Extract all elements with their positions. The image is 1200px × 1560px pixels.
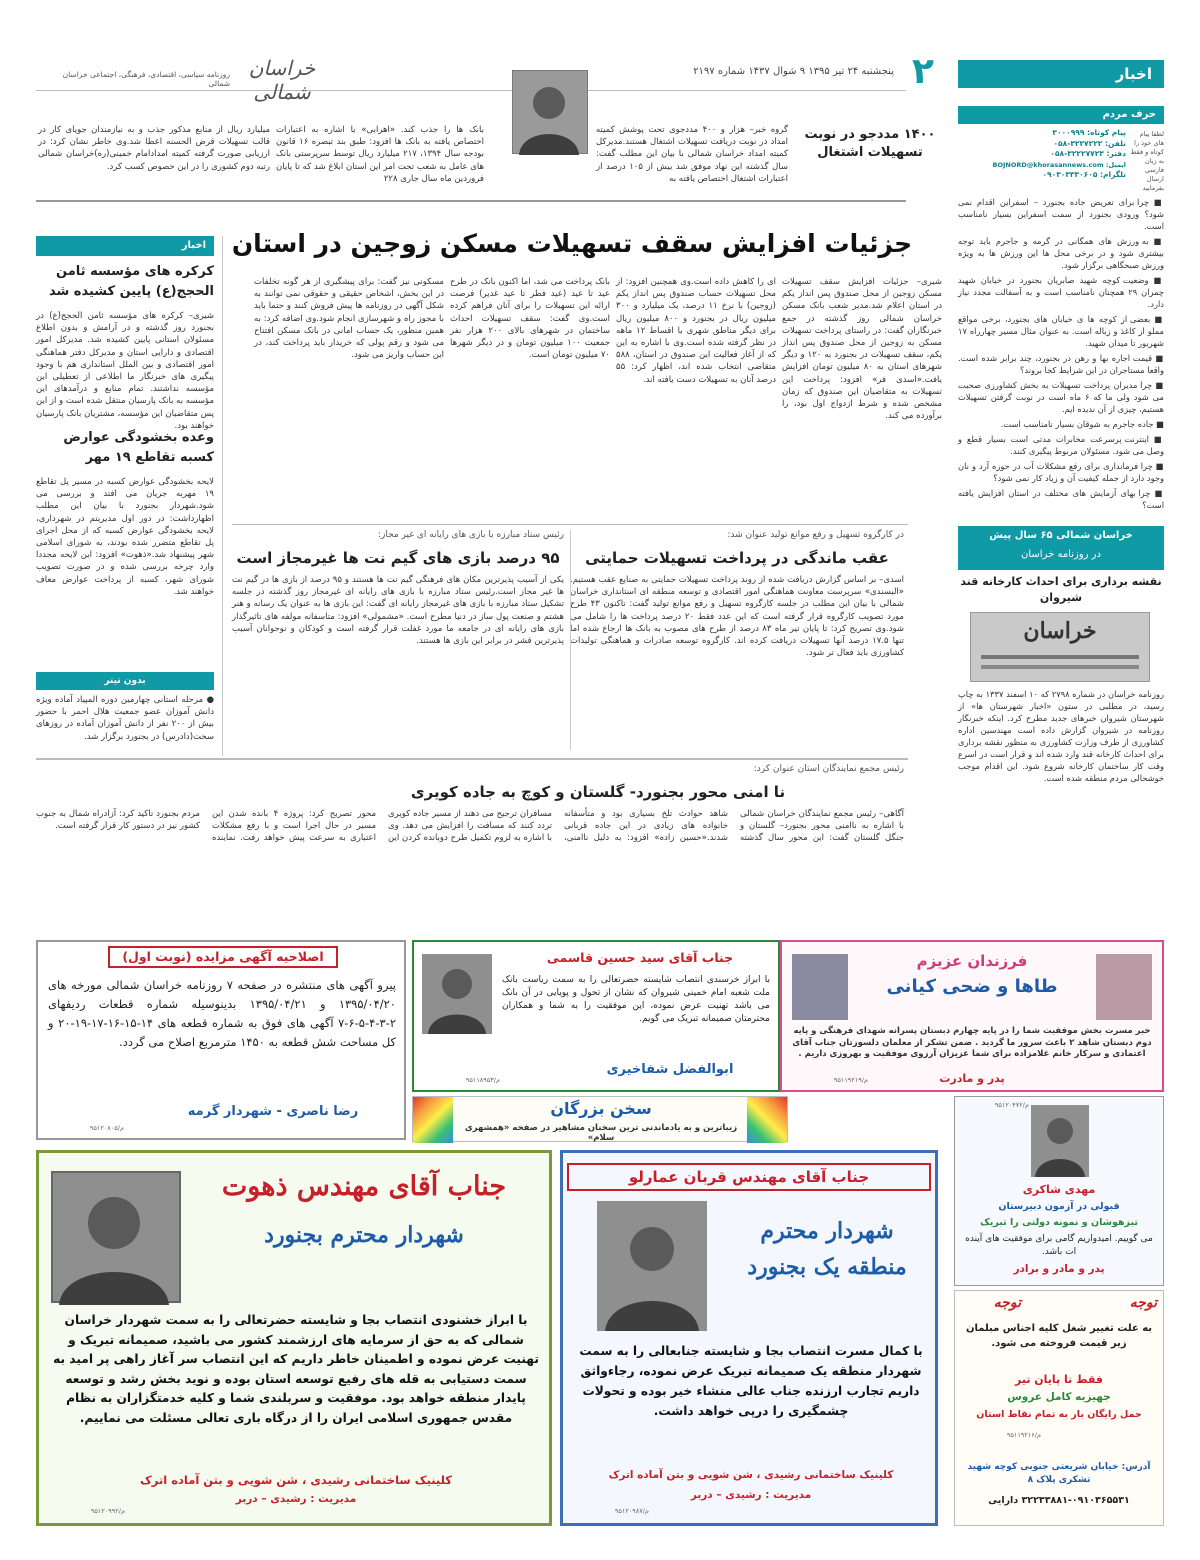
zahoot-body: با ابراز خشنودی انتصاب بجا و شایسته حضرتعالی را به سمت شهردار خراسان شمالی که به حق از سرمایه های ارزشمند کشور می باشید، صمیمانه تبریک و تهنیت عرض نموده و اطمینان خاطر داریم که این انتصاب سر آغاز راهی پر امید به سمت دستیابی به قله های رفیع توسعه استان بوده و نوید بخش رشد و توسعه پایدار منطقه خواهد بود. موفقیت و سربلندی شما و کلیه خدمتگزاران به نظام مقدس جمهوری اسلامی ایران را از درگاه باری تعالی مسئلت می نماییم. bbox=[53, 1313, 539, 1425]
official-photo bbox=[512, 70, 588, 154]
list-item: ■ چرا برای تعریض جاده بجنورد – اسفراین اقدام نمی شود؟ ورودی بجنورد از سمت اسفراین بسیار نامناسب است. bbox=[958, 197, 1165, 231]
list-item: ■ جاده جاجرم به شوقان بسیار نامناسب است. bbox=[1000, 419, 1164, 429]
clipping-title: خراسان bbox=[1023, 618, 1097, 644]
harf-mardom-list bbox=[958, 196, 1164, 518]
asadi-body: اسدی– بر اساس گزارش دریافت شده از روند پرداخت تسهیلات حمایتی به صنایع عقب هستیم. «البسندی» سرپرست معاونت هماهنگی امور اقتصادی و توسعه منطقه ای استانداری خراسان شمالی با بیان این مطلب در جلسه کارگروه تسهیل و رفع موانع تولید گفت: تاکنون ۴۳ طرح مورد تصویب کارگروه قرار گرفته است که این عدد فقط ۲۰ درصد پرداخت ها را شامل می شود.وی تصریح کرد: تا پایان تیر ماه ۸۳ درصد از طرح های مصوب به بانک ها ارجاع شده اما تنها ۱۷.۵ درصد آنها تسهیلات دریافت کرده اند. کارگروه توسعه صادرات و هماهنگی تولیدات کشاورزی باید فعال تر شود. bbox=[570, 575, 905, 659]
child-photo-boy bbox=[792, 954, 848, 1020]
shakeri-body: می گوییم. امیدواریم گامی برای موفقیت های آینده ات باشد. bbox=[965, 1234, 1153, 1257]
amarloo-manager: مدیریت : رشیدی – دربر bbox=[690, 1489, 812, 1501]
shakeri-line2: تیزهوشان و نمونه دولتی را تبریک bbox=[980, 1217, 1138, 1228]
rainbow-decoration bbox=[413, 1097, 453, 1143]
ad-code: م/۹۵۱۲۰۹۸۷ bbox=[614, 1507, 649, 1515]
top-strip-col3: میلیارد ریال از منابع مذکور جذب و به نیازمندان جویای کار در قالب تسهیلات قرض الحسنه اعطا شد.وی خاطر نشان کرد: در ارزیابی صورت گرفته کمیته امدادامام خمینی(ره)خراسان شمالی رتبه دوم کشوری را در این خصوص کسب کرد. bbox=[38, 125, 270, 172]
games-headline: ۹۵ درصد بازی های گیم نت ها غیرمجاز است bbox=[236, 549, 560, 567]
harf-mardom-note: لطفا پیام های خود را کوتاه و فقط به زبان فارسی ارسال بفرمایید bbox=[1130, 130, 1164, 192]
section-tab bbox=[958, 60, 1164, 88]
amarloo-body: با کمال مسرت انتصاب بجا و شایسته جنابعالی را به سمت شهردار منطقه یک صمیمانه تبریک عرض نموده، رجاءواثق داریم تجارب ارزنده جناب عالی منشاء خیر بوده و تحولات چشمگیری را درپی خواهد داشت. bbox=[579, 1344, 923, 1418]
ghasemi-title: جناب آقای سید حسین قاسمی bbox=[546, 950, 734, 965]
asadi-kicker: در کارگروه تسهیل و رفع موانع تولید عنوان شد: bbox=[727, 530, 904, 540]
auction-body: پیرو آگهی های منتشره در صفحه ۷ روزنامه خراسان شمالی مورخه های ۱۳۹۵/۰۴/۲۰ و ۱۳۹۵/۰۴/۲۱ بدینوسیله شماره قطعات ردیفهای ۲-۳-۴-۵-۶-۷ آگهی های فوق به شماره قطعه های ۱۴-۱۵-۱۶-۱۷-۱۹-۲۰ و کل مساحت شش قطعه به ۱۴۵۰ مترمربع اصلاح می گردد. bbox=[48, 978, 396, 1049]
section-title: اخبار bbox=[1115, 65, 1152, 83]
shakeri-photo bbox=[1031, 1105, 1089, 1177]
teeter-body: ● مرحله استانی چهارمین دوره المپیاد آماده ویژه دانش آموزان عضو جمعیت هلال احمر با حضور بیش از ۲۰۰ نفر از دانش آموزان آماده در روزهای سخت(دادرس) در بجنورد برگزار شد. bbox=[36, 695, 214, 742]
children-signer: پدر و مادرت bbox=[939, 1072, 1005, 1085]
contact-line: دفتر: ۳۲۲۲۷۷۲۳-۰۵۸ bbox=[1050, 149, 1126, 158]
ad-code: م/۹۵۱۲۰۹۹۲ bbox=[90, 1507, 125, 1515]
contact-line: تلگرام: ۰۹۰۳۰۳۳۳۰۶۰۵ bbox=[1042, 170, 1126, 179]
top-strip-title: ۱۴۰۰ مددجو در نوبت تسهیلات اشتغال bbox=[804, 127, 936, 160]
list-item: ■ قیمت اجاره بها و رهن در بجنورد، چند برابر شده است. واقعا مستاجران در این شرایط کجا بروند؟ bbox=[958, 353, 1164, 375]
paper-subtitle: روزنامه سیاسی، اقتصادی، فرهنگی، اجتماعی خراسان شمالی bbox=[62, 70, 230, 88]
pishin-subtitle: در روزنامه خراسان bbox=[1021, 549, 1101, 560]
list-item: ■ اینترنت پرسرعت مخابرات مدتی است بسیار قطع و وصل می شود. مسئولان مربوط پیگیری کنند. bbox=[958, 434, 1164, 456]
newspaper-clipping bbox=[970, 612, 1150, 682]
harf-mardom-title: حرف مردم bbox=[1102, 109, 1156, 120]
ad-amarloo bbox=[560, 1150, 938, 1526]
ad-code: م/۹۵۱۲۰۸۰۵ bbox=[89, 1124, 124, 1132]
amarloo-photo bbox=[597, 1201, 707, 1331]
asadi-headline: عقب ماندگی در پرداخت تسهیلات حمایتی bbox=[585, 549, 889, 567]
masthead-rule bbox=[36, 90, 906, 91]
child-photo-girl bbox=[1096, 954, 1152, 1020]
strip-rule bbox=[36, 200, 906, 202]
teeter-title: بدون تیتر bbox=[104, 676, 146, 686]
lead-headline: جزئیات افزایش سقف تسهیلات مسکن زوجین در استان bbox=[231, 229, 913, 258]
tavajoh-offer3: حمل رایگان بار به تمام نقاط استان bbox=[976, 1409, 1142, 1420]
road-body: آگاهی– رئیس مجمع نمایندگان خراسان شمالی با اشاره به ناامنی محور بجنورد– گلستان و جنگل گلستان گفت: این محور سال گذشته شاهد حوادث تلخ بسیاری بود و متأسفانه خانواده های زیادی در این جاده قربانی شدند.«حسین زاده» افزود: به دلیل ناامنی، مسافران ترجیح می دهند از مسیر جاده کویری تردد کنند که مسافت را افزایش می دهد. وی با اشاره به لزوم تکمیل طرح دوبانده کردن این محور تصریح کرد: پروژه ۴ بانده شدن این مسیر در حال اجرا است و با رفع مشکلات اعتباری به سرعت پیش خواهد رفت. نماینده مردم بجنورد تاکید کرد: آزادراه شمال به جنوب کشور نیز در دستور کار قرار گرفته است. bbox=[36, 809, 904, 844]
sokhan-title: سخن بزرگان bbox=[550, 1099, 652, 1118]
column-rule bbox=[222, 236, 223, 756]
akhbar-story2-title: وعده بخشودگی عوارض کسبه تقاطع ۱۹ مهر bbox=[63, 430, 214, 465]
top-strip-col2: بانک ها را جذب کند. «اهرابی» با اشاره به اعتبارات اختصاص یافته به بانک ها افزود: طبق بند تبصره ۱۶ قانون بودجه سال ۱۳۹۴، ۲۱۷ میلیارد ریال توسط سرپرستی بانک های عامل به شعب تحت امر این استان ابلاغ شد که تا پایان فروردین ماه سال جاری ۲۲۸ bbox=[276, 125, 484, 184]
contact-line: تلفن: ۳۲۲۷۲۲۲-۰۵۸ bbox=[1053, 138, 1126, 148]
list-item: ■ به ورزش های همگانی در گرمه و جاجرم باید توجه بیشتری شود و در برخی محل ها این ورزش ها به ویژه ورزش صبحگاهی برگزار شود. bbox=[958, 236, 1164, 270]
shakeri-line1: قبولی در آزمون دبیرستان bbox=[998, 1201, 1120, 1212]
list-item: ■ چرا بهای آزمایش های مختلف در استان افزایش یافته است؟ bbox=[958, 488, 1164, 510]
person-icon bbox=[49, 1173, 179, 1305]
akhbar-title: اخبار bbox=[181, 240, 206, 251]
akhbar-story1-title: کرکره های مؤسسه ثامن الحجج(ع) پایین کشیده شد bbox=[48, 264, 214, 299]
lead-col-4: مسکونی نیز گفت: برای پیشگیری از هر گونه تخلفات در این بخش، اشخاص حقیقی و حقوقی نمی توانند به شکل آگهی در روزنامه ها پیش فروش کنند و حتما باید با مجوز راه و شهرسازی انجام شود.وی اضافه کرد: به همین منظور، یک حساب امانی در بانک مسکن افتتاح می شود و رقم پولی که خریدار باید پرداخت کند، در این حساب واریز می شود. bbox=[254, 277, 444, 361]
shakeri-name: مهدی شاکری bbox=[1022, 1183, 1096, 1196]
paper-logo: خراسان شمالی bbox=[248, 56, 316, 104]
ghasemi-signer: ابوالفضل شفاخیری bbox=[606, 1062, 734, 1077]
tavajoh-offer1: فقط تا پایان تیر bbox=[1014, 1373, 1104, 1386]
games-body: یکی از آسیب پذیرترین مکان های فرهنگی گیم نت ها هستند و ۹۵ درصد از بازی ها در گیم نت ها غیر مجاز است.رئیس ستاد مبارزه با بازی های رایانه ای غیرمجاز روز گذشته در جلسه تشکیل ستاد مبارزه با بازی های غیرمجاز رایانه ای گفت: این بازی ها به عنوان یک رسانه و هنر هشتم و صنعت پول ساز در دنیا مطرح است. «مشمولی» افزود: متاسفانه مولفه های تاثیرگذار بازی های رایانه ای در جامعه ما مورد غفلت قرار گرفته است و کودکان و نوجوانان آسیب پذیرترین قشر در برابر این بازی ها هستند. bbox=[232, 575, 564, 647]
ad-code: م/۹۵۱۱۹۲۱۹ bbox=[833, 1076, 868, 1084]
road-rule bbox=[36, 758, 908, 760]
ad-ghasemi bbox=[412, 940, 780, 1092]
clipping-lines bbox=[981, 655, 1139, 659]
games-kicker: رئیس ستاد مبارزه با بازی های رایانه ای غیر مجاز: bbox=[377, 530, 564, 540]
ad-sokhan bbox=[412, 1096, 788, 1142]
ad-shakeri bbox=[954, 1096, 1164, 1286]
ghasemi-photo bbox=[422, 954, 492, 1034]
list-item: ■ چرا فرمانداری برای رفع مشکلات آب در حوزه آرد و نان وجود دارد از جمله کیفیت آن و زیاد کار نمی شود؟ bbox=[958, 461, 1164, 483]
person-icon bbox=[1031, 1105, 1089, 1177]
person-icon bbox=[597, 1201, 707, 1331]
harf-mardom-header bbox=[958, 106, 1164, 124]
lead-col-1: شیری– جزئیات افزایش سقف تسهیلات مسکن زوجین از محل صندوق پس انداز یکم در استان اعلام شد.مدیر شعب بانک مسکن خراسان شمالی روز گذشته در جمع خبرنگاران گفت: در راستای پرداخت تسهیلات مسکن به زوجین از محل صندوق پس انداز یکم، سقف تسهیلات در بجنورد به ۱۲۰ و دیگر شهرهای استان به ۸۰ میلیون تومان افزایش یافت.«اسدی فر» افزود: پرداخت این تسهیلات به متقاضیان این صندوق که زمان مشخص شده و شرط ازدواج اول بود، را برآورده می کند. bbox=[782, 277, 942, 422]
tavajoh-body: به علت تغییر شغل کلیه اجناس مبلمان زیر قیمت فروخته می شود. bbox=[965, 1323, 1153, 1349]
page-number: ۲ bbox=[912, 51, 934, 92]
sokhan-body: زیباترین و به یادماندنی ترین سخنان مشاهیر در صفحه «همشهری سلام» bbox=[464, 1123, 738, 1143]
list-item: ■ وضعیت کوچه شهید صابریان بجنورد در خیابان شهید چمران ۲۹ همچنان نامناسب است و به آسفالت مجدد نیاز دارد. bbox=[958, 275, 1165, 309]
zahoot-title: جناب آقای مهندس ذهوت bbox=[221, 1171, 507, 1202]
akhbar-story2-body: لایحه بخشودگی عوارض کسبه در مسیر پل تقاطع ۱۹ مهربه جریان می افتد و بررسی می شود.شهردار بجنورد با بیان این مطلب اظهارداشت: در دور اول مدیریتم در شهرداری، لایحه بخشودگی عوارض کسبه که از محل اجرای پل تقاطع متضرر شده بودند، به شورای اسلامی شهر پیشنهاد شد.«ذهوت» افزود: این لایحه مجددا وارد چرخه بررسی شده و در صورت تصویب شورای شهر، کسبه از پرداخت عوارض معاف خواهند شد. bbox=[36, 477, 214, 597]
children-names: طاها و ضحی کیانی bbox=[886, 976, 1058, 997]
ad-tavajoh bbox=[954, 1290, 1164, 1526]
top-strip-col1: گروه خبر– هزار و ۴۰۰ مددجوی تحت پوشش کمیته امداد در نوبت دریافت تسهیلات اشتغال هستند.مدیرکل کمیته امداد خراسان شمالی با بیان این مطلب گفت: سال گذشته این نهاد موفق شد بیش از ۱۰۵ درصد از اعتبارات اشتغال اختصاص یافته به bbox=[596, 125, 788, 184]
auction-title: اصلاحیه آگهی مزایده (نوبت اول) bbox=[108, 946, 338, 968]
zahoot-subtitle: شهردار محترم بجنورد bbox=[264, 1222, 464, 1248]
ad-auction bbox=[36, 940, 406, 1140]
road-headline: نا امنی محور بجنورد- گلستان و کوچ به جاده کویری bbox=[410, 783, 786, 801]
harf-mardom-contact bbox=[958, 128, 1126, 194]
ad-code: م/۹۵۱۱۹۲۱۶ bbox=[1006, 1431, 1041, 1439]
tavajoh-offer2: جهیزیه کامل عروس bbox=[1007, 1391, 1111, 1403]
amarloo-title: جناب آقای مهندس قربان عمارلو bbox=[567, 1163, 931, 1191]
rainbow-decoration bbox=[747, 1097, 787, 1143]
ad-children bbox=[780, 940, 1164, 1092]
person-icon bbox=[511, 71, 587, 155]
tavajoh-address: آدرس: خیابان شریعتی جنوبی کوچه شهید تشکری پلاک ۸ bbox=[967, 1462, 1151, 1485]
pishin-title: خراسان شمالی ۶۵ سال پیش bbox=[989, 530, 1133, 541]
pishin-header bbox=[958, 526, 1164, 570]
children-title: فرزندان عزیزم bbox=[916, 952, 1028, 970]
contact-line: پیام کوتاه: ۳۰۰۰۹۹۹ bbox=[1052, 128, 1126, 137]
auction-signer: رضا ناصری - شهردار گرمه bbox=[187, 1104, 359, 1119]
pishin-headline: نقشه برداری برای احداث کارخانه قند شیروان bbox=[960, 575, 1162, 604]
ghasemi-body: با ابراز خرسندی انتصاب شایسته حضرتعالی را به سمت ریاست بانک ملت شعبه امام خمینی شیروان که نشان از تحول و پویایی در آن بانک می باشد تهنیت عرض نموده، این موفقیت را به شما و همکاران محترمتان صمیمانه تبریک می گویم. bbox=[502, 975, 770, 1024]
amarloo-subtitle: شهردار محترم منطقه یک بجنورد bbox=[747, 1218, 907, 1280]
teeter-header bbox=[36, 672, 214, 690]
ad-code: م/۹۵۱۲۰۴۷۲ bbox=[994, 1101, 1029, 1109]
lead-col-3: بانک پرداخت می شد، اما اکنون بانک در طرح عید تا عید (عید فطر تا عید غدیر) فرصت ارائه این تسهیلات را برای آنان فراهم کرده است.وی گفت: سقف تسهیلات احداث ساختمان در شهرهای بالای ۲۰۰ هزار نفر جمعیت ۱۰۰ میلیون تومان و در دیگر شهرها ۷۰ میلیون تومان است. bbox=[450, 277, 610, 361]
children-body: خبر مسرت بخش موفقیت شما را در پایه چهارم دبستان پسرانه شهدای فرهنگی و پایه دوم دبستان شاهد ۲ باعث سرور ما گردید . ضمن تشکر از معلمان دلسوزتان جناب آقای اعتمادی و سرکار خانم غلامزاده برای شما عزیزان آرزوی موفقیت و بهروزی داریم . bbox=[792, 1026, 1152, 1059]
zahoot-signer: کلینیک ساختمانی رشیدی ، شن شویی و بتن آماده اترک bbox=[140, 1473, 452, 1487]
column-rule bbox=[570, 530, 571, 750]
ad-code: م/۹۵۱۱۸۹۵۳ bbox=[465, 1076, 500, 1084]
zahoot-photo bbox=[51, 1171, 181, 1303]
tavajoh-title-2: توجه bbox=[993, 1295, 1021, 1311]
list-item: ■ چرا مدیران پرداخت تسهیلات به بخش کشاورزی صحبت می شود ولی ما که ۶ ماه است در نوبت گرفتن تسهیلات هستیم، چیزی از آن ندیده ایم. bbox=[958, 380, 1165, 414]
mid-rule bbox=[232, 524, 908, 525]
ad-zahoot bbox=[36, 1150, 552, 1526]
zahoot-manager: مدیریت : رشیدی – دربر bbox=[235, 1493, 357, 1505]
tavajoh-phone: ۳۲۲۳۳۸۸۱-۰۹۱۰۳۶۵۵۳۱ دارایی bbox=[988, 1495, 1130, 1506]
pishin-body: روزنامه خراسان در شماره ۲۷۹۸ که ۱۰ اسفند ۱۳۳۷ به چاپ رسید، در مطلبی در ستون «اخبار شهرستان ها» از شهرستان شیروان خبرهای جدید مطرح کرد. اینکه خبرنگار روزنامه در شیروان گزارش داده است مهندسین اداره کشاورزی از طرف وزارت کشاورزی به منظور نقشه برداری برای احداث کارخانه قند وارد شده اند و قرار است در اسرع وقت کار ساختمان کارخانه شروع شود. این اقدام موجب خوشحالی مردم منطقه شده است. bbox=[958, 689, 1164, 783]
contact-line: ایمیل: BOJNORD@khorasannews.com bbox=[992, 160, 1126, 169]
lead-col-2: ای را کاهش داده است.وی همچنین افزود: از محل تسهیلات حساب صندوق پس انداز یکم (زوجین) با نرخ ۱۱ درصد، یک میلیارد و ۳۰۰ میلیون ریال در بجنورد و ۸۰۰ میلیون ریال برای دیگر مناطق شهری با اقساط ۱۲ ماهه در نظر گرفته شده است.وی با اشاره به این که از آغاز فعالیت این صندوق در استان، ۵۸۸ متقاضی انتخاب شده اند، اظهار کرد: ۵۵ درصد آنان به تسهیلات دست یافته اند. bbox=[616, 277, 776, 385]
amarloo-signer: کلینیک ساختمانی رشیدی ، شن شویی و بتن آماده اترک bbox=[608, 1469, 894, 1481]
road-kicker: رئیس مجمع نمایندگان استان عنوان کرد: bbox=[753, 764, 904, 774]
akhbar-story1-body: شیری– کرکره های مؤسسه ثامن الحجج(ع) در بجنورد روز گذشته و در آرامش و بدون اطلاع مسئولان استانی پایین کشیده شد. مدیرکل امور اقتصادی و دارایی استان و مدیرکل دفتر هماهنگی امور اقتصادی و بین الملل استانداری هم با وجود پیگیری های خبرنگار ما اطلاعی از تعطیلی این مؤسسه نداشتند. تمام منابع و درآمدهای این مؤسسه به بانک پارسیان منتقل شده است و از این پس متقاضیان این مؤسسه، مشتریان بانک پارسیان خواهند بود. bbox=[35, 311, 214, 431]
shakeri-signer: پدر و مادر و برادر bbox=[1013, 1263, 1105, 1275]
issue-date: پنجشنبه ۲۴ تیر ۱۳۹۵ ۹ شوال ۱۴۳۷ شماره ۲۱۹۷ bbox=[693, 66, 894, 77]
list-item: ■ بعضی از کوچه ها ی خیابان های بجنورد، برخی مواقع مملو از کاغذ و زباله است. به عنوان مثال مسیر چهارراه ۱۷ شهریور تا میدان شهید. bbox=[958, 314, 1164, 348]
tavajoh-title: توجه bbox=[1129, 1295, 1157, 1311]
clipping-lines bbox=[981, 665, 1139, 669]
person-icon bbox=[422, 954, 492, 1034]
akhbar-header bbox=[36, 236, 214, 256]
